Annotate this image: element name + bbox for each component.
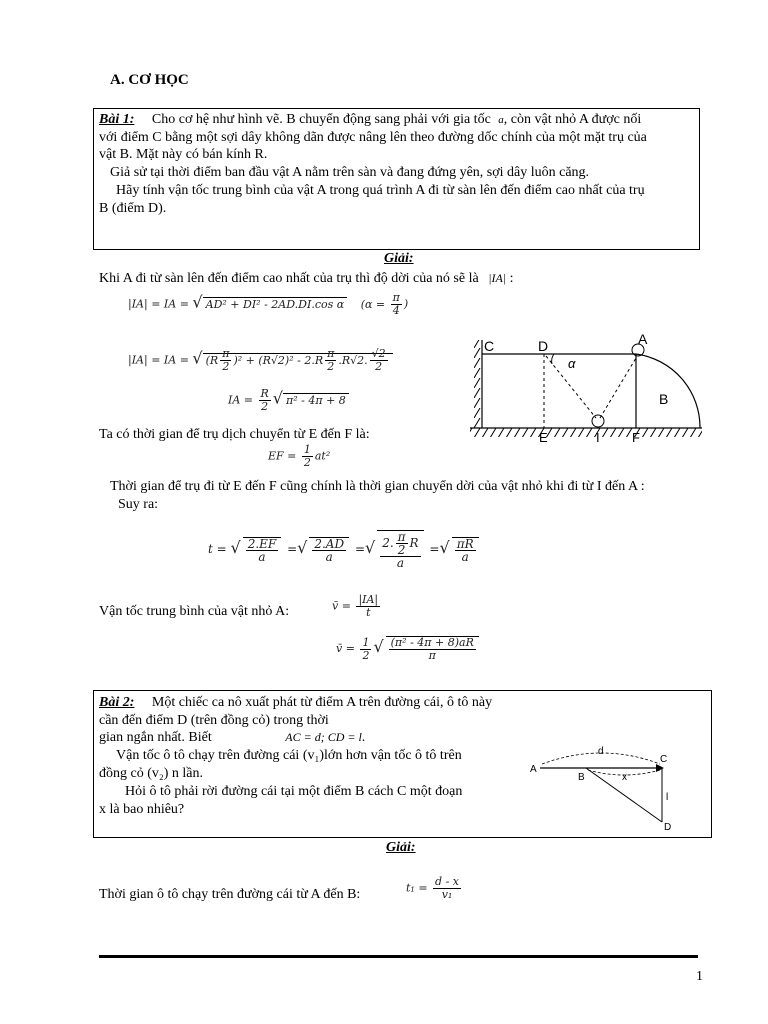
problem-2-line-4: Vận tốc ô tô chạy trên đường cái (v₁)lớn hơn vận tốc ô tô trên (116, 748, 462, 763)
problem-1-text-1-tail: , còn vật nhỏ A được nối (503, 112, 642, 127)
ef-frac (302, 444, 313, 469)
eq-sign: = (354, 542, 365, 556)
t1-frac-num: d - x (435, 875, 460, 888)
label-b2: B (578, 772, 585, 783)
eq1-root: AD² + DI² - 2AD.DI.cos α (203, 297, 348, 311)
label-i: I (596, 430, 600, 445)
wall-hatch (473, 340, 482, 428)
t-frac-1-den: a (258, 549, 266, 564)
given-tail: . (361, 730, 366, 745)
solution-1-intro (99, 270, 514, 287)
intro-colon: : (509, 271, 514, 286)
alpha-arc (552, 354, 554, 364)
eq2-frac-3 (370, 348, 388, 373)
eq2-part1: (R (205, 353, 219, 367)
sqrt-sign: √ (439, 538, 450, 557)
problem-1-line-1 (99, 111, 641, 129)
eq-sign: = (429, 542, 440, 556)
sqrt-sign: √ (230, 538, 241, 557)
label-e: E (539, 430, 548, 445)
eq2-frac-1-num: π (222, 347, 230, 360)
eq3-frac (259, 388, 271, 413)
v-equation-1 (332, 594, 382, 619)
problem-2-label: Bài 2: (99, 695, 135, 710)
label-x: x (622, 772, 627, 783)
v2-left: v̄ = (336, 642, 359, 655)
v1-frac-den: t (366, 606, 371, 619)
label-c2: C (660, 754, 668, 765)
problem-2-line-6: Hỏi ô tô phải rời đường cái tại một điểm B cách C một đoạn (125, 784, 463, 799)
eq2-root (203, 347, 393, 373)
eq1-frac (391, 292, 402, 317)
label-a: A (638, 331, 648, 347)
eq3-root: π² - 4π + 8 (283, 393, 349, 407)
label-c: C (484, 338, 495, 354)
eq2-frac-2-num: π (327, 347, 335, 360)
eq-sign: = (287, 542, 298, 556)
problem-1-line-5: Hãy tính vận tốc trung bình của vật A trong quá trình A đi từ sàn lên đến điểm cao nhất của trụ (116, 183, 645, 198)
page-number: 1 (696, 969, 703, 984)
problem-2-line-5: đồng cỏ (v₂) n lần. (99, 766, 204, 781)
sqrt-sign: √ (272, 388, 283, 408)
t-frac-3-den: a (396, 556, 404, 570)
label-d-len: d (598, 746, 604, 757)
problem-1-line-3: vật B. Mặt này có bán kính R. (99, 147, 268, 162)
v2-frac (386, 636, 479, 662)
t1-equation (406, 876, 463, 901)
t-frac-2-num: 2.AD (314, 536, 345, 551)
time-line: Ta có thời gian để trụ dịch chuyển từ E đến F là: (99, 427, 370, 442)
eq3-frac-den: 2 (261, 400, 269, 413)
problem-2-line-2: cần đến điểm D (trên đồng cỏ) trong thời (99, 713, 329, 728)
v2-half-num: 1 (362, 635, 370, 649)
sqrt-sign: √ (373, 637, 384, 656)
v-equation-2 (336, 636, 481, 662)
problem-1-line-4: Giả sử tại thời điểm ban đầu vật A nằm trên sàn và đang đứng yên, sợi dây luôn căng. (110, 165, 590, 180)
label-b: B (659, 391, 669, 407)
problem-2-text-1: Một chiếc ca nô xuất phát từ điểm A trên đường cái, ô tô này (151, 695, 493, 710)
avg-velocity-label: Vận tốc trung bình của vật nhỏ A: (99, 604, 290, 619)
t-equation (208, 530, 481, 569)
eq2-left: |IA| = IA = (128, 353, 193, 367)
label-l: l (666, 792, 669, 803)
eq2-frac-3-num: √2 (371, 347, 386, 360)
equation-2 (128, 348, 393, 373)
t-frac-1-num: 2.EF (247, 536, 277, 551)
t-frac-4-num: πR (456, 536, 474, 551)
problem-1-line-6: B (điểm D). (99, 201, 167, 216)
ef-frac-den: 2 (303, 456, 311, 469)
t-left: t = (208, 542, 231, 556)
equation-1 (128, 292, 408, 317)
eq2-frac-1-den: 2 (222, 360, 230, 373)
label-d: D (538, 338, 549, 354)
equation-3 (228, 388, 349, 413)
problem-2-line-3 (99, 729, 365, 746)
label-f: F (632, 430, 640, 445)
label-alpha: α (568, 356, 576, 371)
eq1-frac-den: 4 (392, 304, 400, 317)
sqrt-sign: √ (192, 348, 203, 368)
t1-frac (433, 876, 461, 901)
eq3-frac-num: R (260, 387, 269, 400)
eq1-frac-num: π (392, 291, 400, 304)
ground-hatch (470, 428, 702, 437)
eq1-cond: (α = (360, 297, 389, 311)
t-frac-3-num-b: R (409, 536, 419, 550)
ef-tail: at² (314, 449, 331, 463)
v1-frac-num: |IA| (358, 593, 379, 606)
cylinder-diagram (466, 328, 706, 446)
label-a2: A (530, 764, 537, 775)
problem-1-line-2: với điểm C bằng một sợi dây không dãn được nâng lên theo đường dốc chính của một mặt trụ của (99, 130, 647, 145)
v2-half-den: 2 (362, 648, 370, 662)
problem-2-line-1 (99, 694, 492, 711)
eq2-frac-2-den: 2 (327, 360, 335, 373)
intro-symbol: |IA| (488, 271, 507, 285)
given-values: AC = d; CD = l (285, 730, 362, 744)
mass-i-circle (592, 415, 604, 427)
accel-symbol: a (498, 114, 504, 126)
t-frac-3-num-a: 2. (382, 536, 394, 550)
road-arrow (656, 764, 664, 772)
line-efi: Thời gian để trụ đi từ E đến F cũng chính là thời gian chuyển dời của vật nhỏ khi đi từ I đến A : (110, 479, 645, 494)
footer-rule (99, 955, 698, 958)
t-frac-4-den: a (461, 549, 469, 564)
t-frac-2-den: a (325, 549, 333, 564)
road-diagram (528, 746, 688, 834)
t-inner-den: 2 (397, 543, 406, 557)
v1-frac (356, 594, 380, 619)
problem-1-label: Bài 1: (99, 112, 135, 127)
dashed-ia (600, 358, 636, 418)
t-frac-1 (243, 537, 282, 563)
ef-equation (268, 444, 330, 469)
eq2-frac-3-den: 2 (375, 360, 383, 373)
t-frac-3 (377, 530, 423, 569)
t1-frac-den: v₁ (441, 888, 453, 901)
solution-1-intro-text: Khi A đi từ sàn lên đến điểm cao nhất của trụ thì độ dời của nó sẽ là (99, 271, 479, 286)
suy-ra: Suy ra: (118, 497, 159, 512)
v2-frac-num: (π² - 4π + 8)aR (390, 636, 474, 649)
eq2-frac-1 (220, 348, 231, 373)
problem-2-text-3: gian ngắn nhất. Biết (99, 730, 212, 745)
t-inner-num: π (397, 530, 406, 544)
section-title: A. CƠ HỌC (110, 72, 189, 88)
t1-left: t₁ = (406, 881, 432, 895)
t-frac-4 (452, 537, 479, 563)
ef-frac-num: 1 (303, 443, 311, 456)
ef-left: EF = (268, 449, 300, 463)
t-frac-2 (309, 537, 349, 563)
eq1-close: ) (403, 297, 409, 311)
v1-left: v̄ = (332, 599, 355, 613)
eq2-part3: .R√2. (338, 353, 368, 367)
solution-1-heading: Giải: (384, 251, 414, 266)
eq1-left: |IA| = IA = (128, 297, 193, 311)
eq3-left: IA = (228, 393, 257, 407)
sqrt-sign: √ (365, 538, 376, 557)
sqrt-sign: √ (192, 292, 203, 312)
solution-2-heading: Giải: (386, 840, 416, 855)
v2-half (360, 637, 371, 662)
t-frac-3-num (380, 531, 420, 557)
problem-2-line-7: x là bao nhiêu? (99, 802, 185, 817)
eq2-frac-2 (325, 348, 336, 373)
label-d2: D (664, 822, 672, 833)
solution-2-line-1: Thời gian ô tô chạy trên đường cái từ A đến B: (99, 887, 361, 902)
t-frac-3-inner (396, 531, 408, 556)
problem-1-text-1: Cho cơ hệ như hình vẽ. B chuyển động sang phải với gia tốc (151, 112, 491, 127)
v2-frac-den: π (428, 649, 436, 662)
eq2-part2: )² + (R√2)² - 2.R (233, 353, 324, 367)
sqrt-sign: √ (297, 538, 308, 557)
